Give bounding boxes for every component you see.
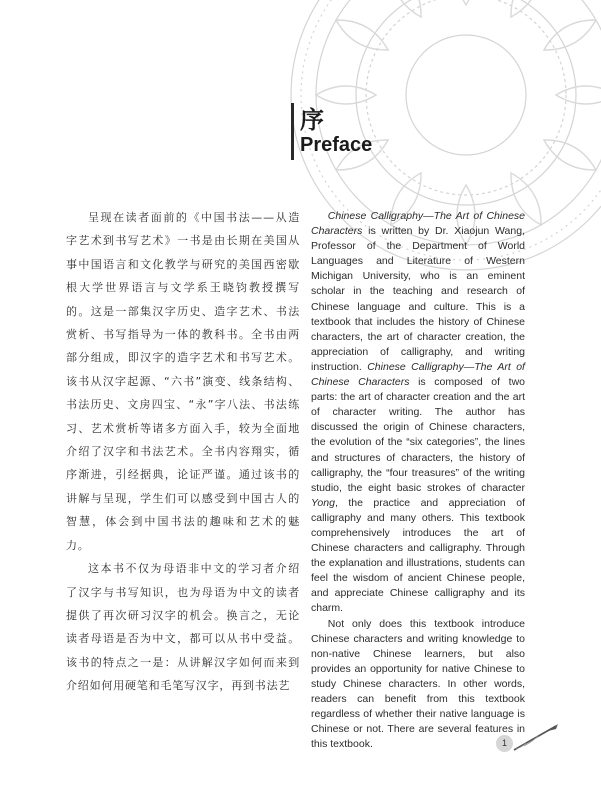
heading-accent-bar: [291, 103, 294, 160]
book-title-italic: Chinese Calligraphy—The Art of Chinese Characters: [311, 360, 525, 389]
chinese-text-column: [66, 206, 300, 698]
english-paragraph-1: [311, 209, 525, 617]
chinese-paragraph-1: 呈现在读者面前的《中国书法——从造字艺术到书写艺术》一书是由长期在美国从事中国语言和文化教学与研究的美国西密歇根大学世界语言与文学系王晓钧教授撰写的。这是一部集汉字历史、造字艺术、书法赏析、书写指导为一体的教科书。全书由两部分组成，即汉字的造字艺术和书写艺术。该书从汉字起源、“六书”演变、线条结构、书法历史、文房四宝、“永”字八法、书法练习、艺术赏析等诸多方面入手，较为全面地介绍了汉字和书法艺术。全书内容翔实，循序渐进，引经据典，论证严谨。通过该书的讲解与呈现，学生们可以感受到中国古人的智慧，体会到中国书法的趣味和艺术的魅力。: [66, 211, 300, 552]
english-text-segment: is composed of two parts: the art of character creation and the art of character writing. The author has discussed the origin of Chinese characters, the evolution of the “six categories”, the lines and structures of characters, the history of calligraphy, the “four treasures” of the writing studio, the eight basic strokes of character: [311, 376, 526, 494]
english-text-segment: is written by Dr. Xiaojun Wang, Professor of the Department of World Languages and Literature of Western Michigan University, who is an eminent scholar in the teaching and research of Chinese language and culture. This is a textbook that includes the history of Chinese characters, the art of character creation, the appreciation of calligraphy, and writing instruction.: [311, 225, 525, 373]
brush-pen-icon: [512, 722, 560, 752]
page-title-english: Preface: [300, 134, 373, 156]
english-paragraph-2: Not only does this textbook introduce Chinese characters and writing knowledge to non-native Chinese learners, but also provides an opportunity for native Chinese to study Chinese characters. In other words, readers can benefit from this textbook regardless of whether their native language is Chinese or not. There are several features in this textbook.: [311, 617, 525, 751]
book-title-italic: Chinese Calligraphy—The Art of Chinese Characters: [311, 210, 525, 238]
page-number: 1: [496, 735, 513, 752]
yong-italic: Yong: [311, 496, 335, 509]
english-text-column: [311, 209, 525, 752]
page-title-chinese: 序: [300, 105, 324, 134]
english-text-segment: , the practice and appreciation of calligraphy and many others. This textbook comprehensively introduces the art of Chinese characters and calligraphy. Through the explanation and illustrations, students can feel the wisdom of ancient Chinese people, and appreciate Chinese calligraphy and its charm.: [311, 496, 525, 615]
chinese-paragraph-2: 这本书不仅为母语非中文的学习者介绍了汉字与书写知识，也为母语为中文的读者提供了再次研习汉字的机会。换言之，无论读者母语是否为中文，都可以从书中受益。该书的特点之一是：从讲解汉字如何而来到介绍如何用硬笔和毛笔写汉字，再到书法艺: [66, 562, 300, 693]
